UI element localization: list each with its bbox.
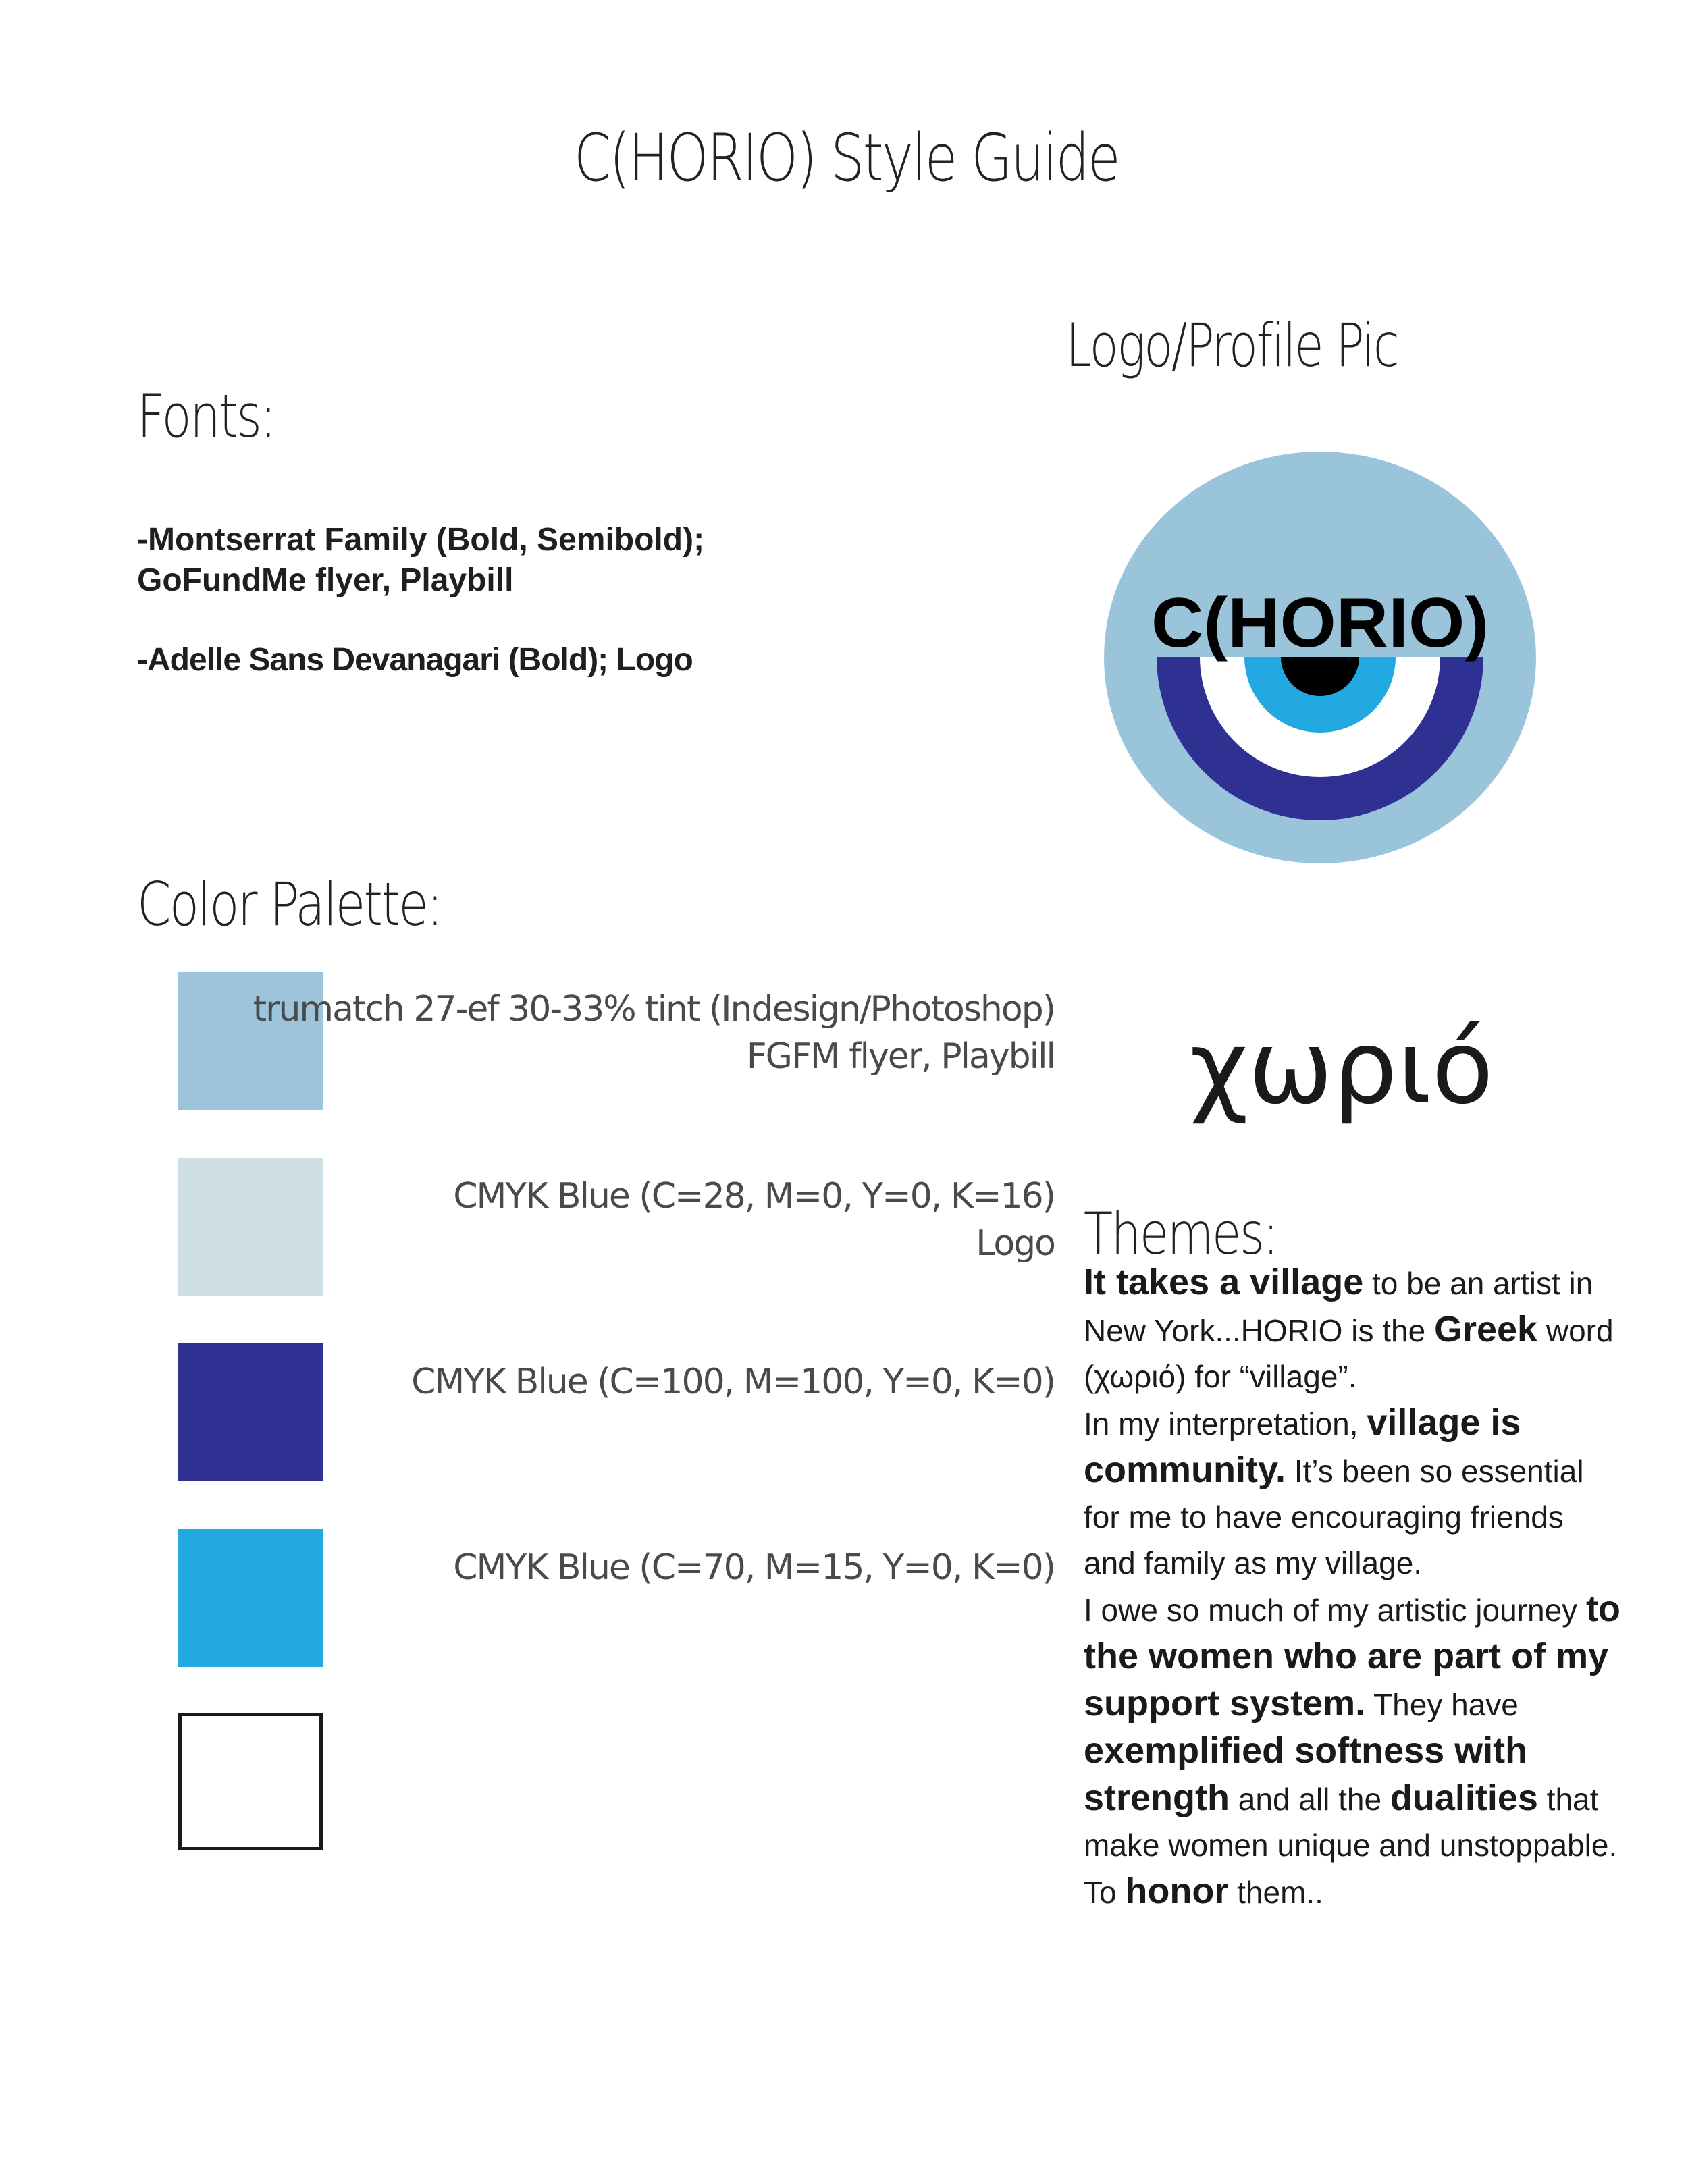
- font-entry-montserrat-usage: GoFundMe flyer, Playbill: [137, 562, 514, 598]
- color-swatch-dark-blue: [178, 1343, 323, 1481]
- swatch-label-1: trumatch 27-ef 30-33% tint (Indesign/Photoshop) FGFM flyer, Playbill: [253, 989, 1055, 1077]
- logo-text: C(HORIO): [1151, 584, 1489, 662]
- logo-heading: Logo/Profile Pic: [1065, 311, 1398, 380]
- swatch-label-3: CMYK Blue (C=100, M=100, Y=0, K=0): [411, 1362, 1055, 1402]
- palette-heading: Color Palette:: [137, 870, 442, 939]
- themes-text: [1084, 1259, 1624, 1915]
- font-entry-adelle: -Adelle Sans Devanagari (Bold); Logo: [137, 642, 693, 678]
- color-swatch-sky-blue: [178, 1529, 323, 1667]
- color-swatch-white: [178, 1713, 323, 1850]
- swatch-label-4: CMYK Blue (C=70, M=15, Y=0, K=0): [453, 1547, 1055, 1588]
- greek-word: χωριό: [1190, 1009, 1494, 1127]
- themes-heading: Themes:: [1084, 1200, 1277, 1268]
- swatch-label-2: CMYK Blue (C=28, M=0, Y=0, K=16) Logo: [453, 1176, 1055, 1264]
- themes-paragraph-1: It takes a village to be an artist in New York...HORIO is the Greek word (χωριό) for “village”.: [1084, 1262, 1614, 1394]
- page-title: C(HORIO) Style Guide: [574, 120, 1119, 196]
- themes-paragraph-2: In my interpretation, village is community. It’s been so essential for me to have encouraging friends and family as my village.: [1084, 1402, 1584, 1580]
- fonts-heading: Fonts:: [137, 381, 275, 451]
- color-swatch-pale-blue: [178, 1158, 323, 1296]
- font-entry-montserrat: -Montserrat Family (Bold, Semibold);: [137, 522, 705, 558]
- themes-paragraph-3: I owe so much of my artistic journey to the women who are part of my support system. They have exemplified softness with strength and all the dualities that make women unique and unstoppable. To honor them..: [1084, 1589, 1620, 1911]
- logo-image: [1104, 451, 1536, 864]
